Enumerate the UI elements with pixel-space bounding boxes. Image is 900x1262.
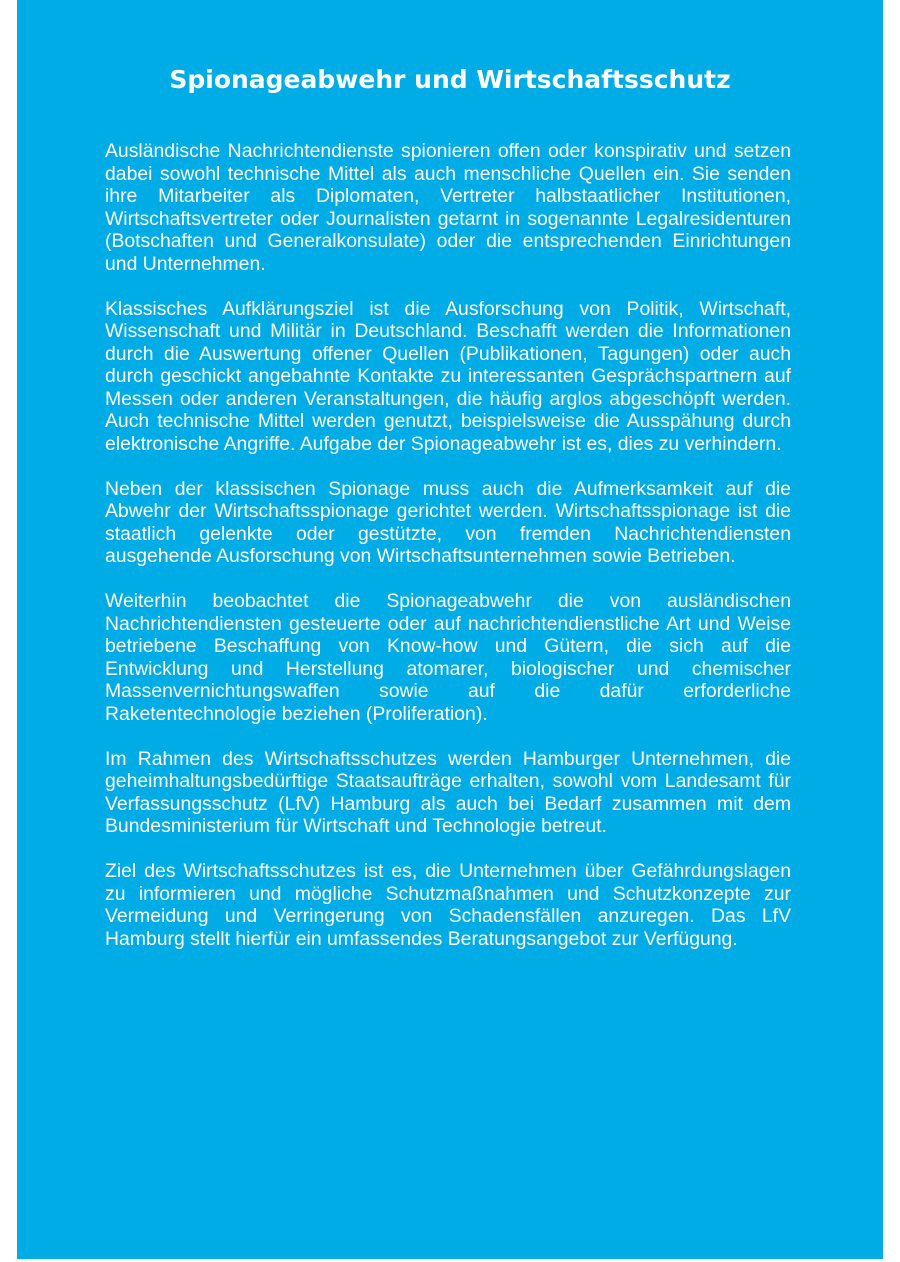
paragraph-5: Im Rahmen des Wirtschaftsschutzes werden Hamburger Unternehmen, die geheimhaltungsbedürftige Staatsaufträge erhalten, sowohl vom Landesamt für Verfassungsschutz (LfV) Hamburg als auch bei Bedarf zusammen mit dem Bundesministerium für Wirtschaft und Technologie betreut. [105,747,791,837]
paragraph-3: Neben der klassischen Spionage muss auch die Aufmerksamkeit auf die Abwehr der Wirtschaftsspionage gerichtet werden. Wirtschaftsspionage ist die staatlich gelenkte oder gestützte, von fremden Nachrichtendiensten ausgehende Ausforschung von Wirtschaftsunternehmen sowie Betrieben. [105,477,791,567]
paragraph-1: Ausländische Nachrichtendienste spionieren offen oder konspirativ und setzen dabei sowohl technische Mittel als auch menschliche Quellen ein. Sie senden ihre Mitarbeiter als Diplomaten, Vertreter halbstaatlicher Institutionen, Wirtschaftsvertreter oder Journalisten getarnt in sogenannte Legalresidenturen (Botschaften und Generalkonsulate) oder die entsprechenden Einrichtungen und Unternehmen. [105,140,791,275]
paragraph-2: Klassisches Aufklärungsziel ist die Ausforschung von Politik, Wirtschaft, Wissenschaft und Militär in Deutschland. Beschafft werden die Informationen durch die Auswertung offener Quellen (Publikationen, Tagungen) oder auch durch geschickt angebahnte Kontakte zu interessanten Gesprächspartnern auf Messen oder anderen Veranstaltungen, die häufig arglos abgeschöpft werden. Auch technische Mittel werden genutzt, beispielsweise die Ausspähung durch elektronische Angriffe. Aufgabe der Spionageabwehr ist es, dies zu verhindern. [105,297,791,455]
page-title: Spionageabwehr und Wirtschaftsschutz [169,65,731,94]
page-panel [17,0,883,1259]
paragraph-6: Ziel des Wirtschaftsschutzes ist es, die Unternehmen über Gefährdungslagen zu informieren und mögliche Schutzmaßnahmen und Schutzkonzepte zur Vermeidung und Verringerung von Schadensfällen anzuregen. Das LfV Hamburg stellt hierfür ein umfassendes Beratungsangebot zur Verfügung. [105,860,791,950]
body-text [105,140,791,973]
paragraph-4: Weiterhin beobachtet die Spionageabwehr die von ausländischen Nachrichtendiensten gesteuerte oder auf nachrichtendienstliche Art und Weise betriebene Beschaffung von Know-how und Gütern, die sich auf die Entwicklung und Herstellung atomarer, biologischer und chemischer Massenvernichtungswaffen sowie auf die dafür erforderliche Raketentechnologie beziehen (Proliferation). [105,590,791,725]
